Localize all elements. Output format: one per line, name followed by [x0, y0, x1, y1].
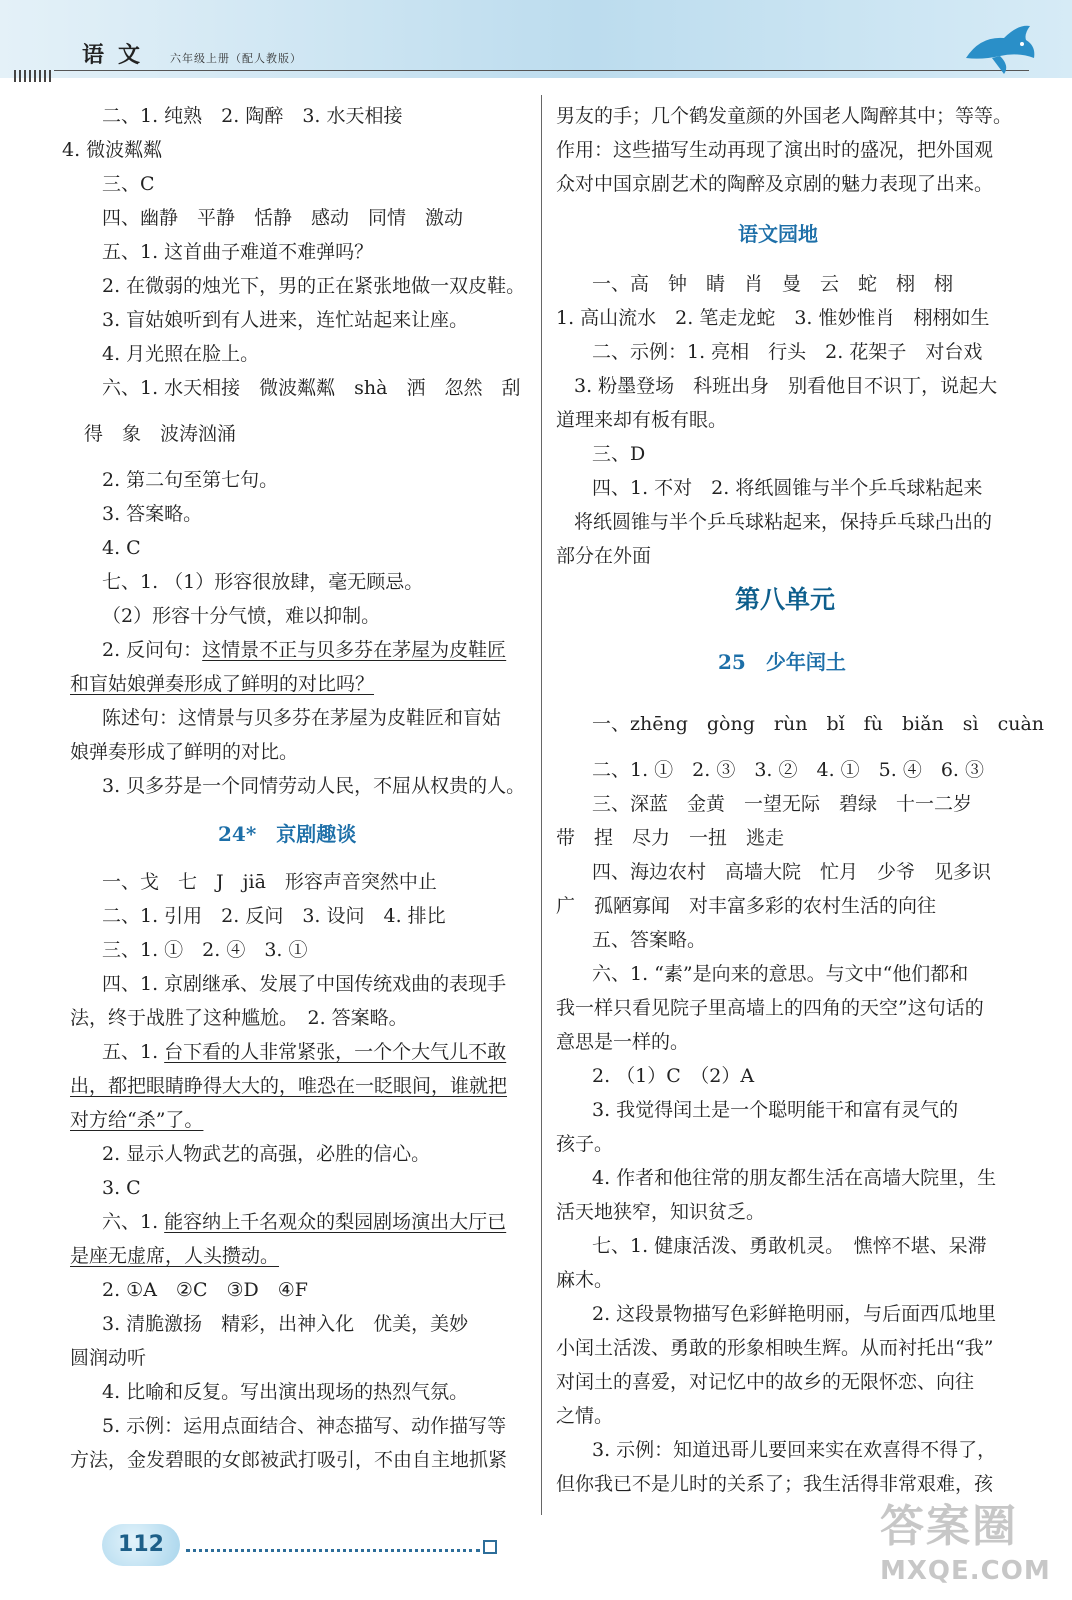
right-answer-line	[592, 440, 645, 468]
left-answer-line	[102, 1140, 430, 1168]
watermark	[880, 1500, 1055, 1595]
answer-text: 4. 作者和他往常的朋友都生活在高墙大院里，生	[592, 1167, 997, 1189]
answer-text: 二、示例：1. 亮相 行头 2. 花架子 对台戏	[592, 341, 983, 363]
answer-text: 意思是一样的。	[556, 1031, 690, 1053]
answer-text: 4. C	[102, 537, 141, 559]
answer-text: 二、1. ① 2. ③ 3. ② 4. ① 5. ④ 6. ③	[592, 759, 985, 781]
answer-text: 2. 在微弱的烛光下，男的正在紧张地做一双皮鞋。	[102, 275, 526, 297]
left-answer-line	[70, 670, 374, 698]
answer-text: 男友的手；几个鹤发童颜的外国老人陶醉其中；等等。	[556, 105, 1013, 127]
answer-text: 2. 这段景物描写色彩鲜艳明丽，与后面西瓜地里	[592, 1303, 997, 1325]
left-answer-line	[102, 970, 506, 998]
left-answer-line	[70, 1004, 408, 1032]
grade-label: 六年级上册（配人教版）	[170, 52, 302, 65]
right-answer-line	[592, 1096, 958, 1124]
unit-8-heading: 第八单元	[735, 585, 836, 614]
answer-text: 带 捏 尽力 一扭 逃走	[556, 827, 785, 849]
answer-text: 2. 显示人物武艺的高强，必胜的信心。	[102, 1143, 431, 1165]
answer-text: 3. C	[102, 1177, 141, 1199]
left-answer-line	[70, 1106, 203, 1134]
left-answer-line	[102, 238, 373, 266]
answer-text: 麻木。	[556, 1269, 614, 1291]
ruler-ticks	[14, 70, 54, 82]
answer-text: 小闰土活泼、勇敢的形象相映生辉。从而衬托出“我”	[556, 1337, 994, 1359]
right-answer-line	[592, 926, 706, 954]
answer-text: 四、海边农村 高墙大院 忙月 少爷 见多识	[592, 861, 992, 883]
right-answer-line	[592, 1232, 987, 1260]
page-header-band	[0, 0, 1072, 78]
answer-text: 五、1.	[102, 1041, 165, 1063]
right-answer-line	[556, 102, 1012, 130]
answer-text: 二、1. 引用 2. 反问 3. 设问 4. 排比	[102, 905, 446, 927]
right-answer-line	[556, 1130, 613, 1158]
right-answer-line	[556, 1028, 689, 1056]
answer-text: 五、答案略。	[592, 929, 707, 951]
answer-text: 但你我已不是儿时的关系了；我生活得非常艰难，孩	[556, 1473, 994, 1495]
answer-text: 陈述句：这情景与贝多芬在茅屋为皮鞋匠和盲姑	[102, 707, 502, 729]
answer-text: 2. 反问句：	[102, 639, 203, 661]
left-answer-line	[62, 136, 162, 164]
left-answer-line	[102, 204, 463, 232]
left-answer-line	[102, 636, 506, 664]
answer-text: 四、1. 京剧继承、发展了中国传统戏曲的表现手	[102, 973, 507, 995]
answer-text: 3. 示例：知道迅哥儿要回来实在欢喜得不得了，	[592, 1439, 997, 1461]
answer-text: （2）形容十分气愤，难以抑制。	[102, 605, 381, 627]
left-answer-line	[102, 170, 155, 198]
right-answer-line	[592, 1164, 996, 1192]
answer-text: 3. 粉墨登场 科班出身 别看他目不识丁，说起大	[574, 375, 998, 397]
left-answer-line	[102, 534, 141, 562]
column-divider	[541, 95, 542, 1515]
left-answer-line	[102, 1412, 506, 1440]
right-answer-line	[592, 474, 982, 502]
right-answer-line	[592, 710, 1044, 738]
underlined-answer: 这情景不正与贝多芬在茅屋为皮鞋匠	[202, 639, 507, 661]
answer-text: 众对中国京剧艺术的陶醉及京剧的魅力表现了出来。	[556, 173, 994, 195]
left-answer-line	[70, 738, 298, 766]
answer-text: 四、1. 不对 2. 将纸圆锥与半个乒乓球粘起来	[592, 477, 983, 499]
right-answer-line	[556, 1402, 613, 1430]
answer-text: 2. ①A ②C ③D ④F	[102, 1279, 308, 1301]
answer-text: 4. 比喻和反复。写出演出现场的热烈气氛。	[102, 1381, 469, 1403]
answer-text: 部分在外面	[556, 545, 652, 567]
left-answer-line	[102, 936, 308, 964]
underlined-answer: 能容纳上千名观众的梨园剧场演出大厅已	[164, 1211, 507, 1233]
underlined-answer: 出，都把眼睛睁得大大的，唯恐在一眨眼间，谁就把	[70, 1075, 508, 1097]
answer-text: 五、1. 这首曲子难道不难弹吗？	[102, 241, 374, 263]
left-answer-line	[102, 272, 525, 300]
answer-text: 3. 盲姑娘听到有人进来，连忙站起来让座。	[102, 309, 469, 331]
left-answer-line	[102, 1038, 506, 1066]
yuwen-yuandi-heading: 语文园地	[738, 222, 818, 246]
answer-text: 3. 答案略。	[102, 503, 203, 525]
answer-text: 三、D	[592, 443, 646, 465]
left-answer-line	[102, 602, 380, 630]
page-number: 112	[102, 1524, 180, 1566]
answer-text: 七、1. （1）形容很放肆，毫无顾忌。	[102, 571, 424, 593]
answer-text: 3. 我觉得闰土是一个聪明能干和富有灵气的	[592, 1099, 959, 1121]
answer-text: 1. 高山流水 2. 笔走龙蛇 3. 惟妙惟肖 栩栩如生	[556, 307, 990, 329]
right-answer-line	[592, 270, 953, 298]
answer-text: 六、1. 水天相接 微波粼粼 shà 洒 忽然 刮	[102, 377, 521, 399]
answer-text: 3. 贝多芬是一个同情劳动人民，不屈从权贵的人。	[102, 775, 526, 797]
underlined-answer: 对方给“杀”了。	[70, 1109, 204, 1131]
answer-text: 法，终于战胜了这种尴尬。 2. 答案略。	[70, 1007, 408, 1029]
left-answer-line	[102, 1378, 468, 1406]
answer-text: 将纸圆锥与半个乒乓球粘起来，保持乒乓球凸出的	[574, 511, 993, 533]
left-answer-line	[102, 500, 202, 528]
lesson-24-heading: 24* 京剧趣谈	[218, 822, 357, 846]
answer-text: 4. 月光照在脸上。	[102, 343, 260, 365]
left-answer-line	[102, 340, 259, 368]
right-answer-line	[592, 790, 972, 818]
answer-text: 圆润动听	[70, 1347, 147, 1369]
underlined-answer: 台下看的人非常紧张，一个个大气儿不敢	[164, 1041, 507, 1063]
answer-text: 道理来却有板有眼。	[556, 409, 728, 431]
left-answer-line	[102, 868, 437, 896]
left-answer-line	[102, 374, 520, 402]
left-answer-line	[102, 306, 468, 334]
answer-text: 方法，金发碧眼的女郎被武打吸引，不由自主地抓紧	[70, 1449, 508, 1471]
left-answer-line	[84, 420, 236, 448]
underlined-answer: 是座无虚席，人头攒动。	[70, 1245, 280, 1267]
left-answer-line	[102, 568, 423, 596]
answer-text: 七、1. 健康活泼、勇敢机灵。 憔悴不堪、呆滞	[592, 1235, 987, 1257]
answer-text: 得 象 波涛汹涌	[84, 423, 237, 445]
left-answer-line	[102, 1276, 308, 1304]
answer-text: 对闰土的喜爱，对记忆中的故乡的无限怀恋、向往	[556, 1371, 975, 1393]
answer-text: 娘弹奏形成了鲜明的对比。	[70, 741, 299, 763]
left-answer-line	[102, 102, 403, 130]
right-answer-line	[556, 1368, 974, 1396]
answer-text: 2. （1）C （2）A	[592, 1065, 755, 1087]
right-answer-line	[556, 1266, 613, 1294]
header-rule	[54, 70, 1029, 71]
left-answer-line	[70, 1344, 146, 1372]
right-answer-line	[556, 1470, 993, 1498]
answer-text: 一、zhēng gòng rùn bǐ fù biǎn sì cuàn	[592, 713, 1045, 735]
answer-text: 三、C	[102, 173, 155, 195]
right-answer-line	[592, 756, 984, 784]
right-answer-line	[556, 170, 993, 198]
right-answer-line	[574, 372, 997, 400]
answer-text: 我一样只看见院子里高墙上的四角的天空”这句话的	[556, 997, 984, 1019]
underlined-answer: 和盲姑娘弹奏形成了鲜明的对比吗？	[70, 673, 375, 695]
watermark-line-2: MXQE.COM	[880, 1556, 1051, 1586]
answer-text: 六、1. “素”是向来的意思。与文中“他们都和	[592, 963, 969, 985]
right-answer-line	[556, 994, 984, 1022]
answer-text: 活天地狭窄，知识贫乏。	[556, 1201, 766, 1223]
footer-dotted-line	[186, 1549, 480, 1552]
answer-text: 广 孤陋寡闻 对丰富多彩的农村生活的向往	[556, 895, 937, 917]
left-answer-line	[102, 1208, 506, 1236]
answer-text: 三、1. ① 2. ④ 3. ①	[102, 939, 308, 961]
right-answer-line	[556, 406, 727, 434]
left-answer-line	[70, 1072, 507, 1100]
subject-title: 语文	[82, 42, 155, 68]
answer-text: 一、高 钟 睛 肖 曼 云 蛇 栩 栩	[592, 273, 954, 295]
left-answer-line	[102, 704, 501, 732]
answer-text: 2. 第二句至第七句。	[102, 469, 279, 491]
watermark-line-1: 答案圈	[880, 1501, 1018, 1552]
answer-text: 三、深蓝 金黄 一望无际 碧绿 十一二岁	[592, 793, 973, 815]
right-answer-line	[556, 1334, 993, 1362]
left-answer-line	[102, 902, 446, 930]
answer-text: 作用：这些描写生动再现了演出时的盛况，把外国观	[556, 139, 994, 161]
left-answer-line	[70, 1446, 507, 1474]
right-answer-line	[592, 338, 982, 366]
right-answer-line	[592, 1436, 996, 1464]
lesson-25-heading: 25 少年闰土	[718, 650, 846, 674]
right-answer-line	[592, 960, 968, 988]
right-answer-line	[592, 858, 991, 886]
answer-text: 4. 微波粼粼	[62, 139, 163, 161]
answer-text: 3. 清脆激扬 精彩，出神入化 优美，美妙	[102, 1313, 469, 1335]
left-answer-line	[102, 772, 525, 800]
left-answer-line	[102, 1310, 468, 1338]
answer-text: 二、1. 纯熟 2. 陶醉 3. 水天相接	[102, 105, 403, 127]
answer-text: 之情。	[556, 1405, 614, 1427]
right-answer-line	[556, 892, 936, 920]
answer-text: 四、幽静 平静 恬静 感动 同情 激动	[102, 207, 464, 229]
right-answer-line	[592, 1062, 754, 1090]
dolphin-logo-icon	[960, 18, 1040, 78]
left-answer-line	[102, 466, 278, 494]
footer-square-icon	[483, 1540, 497, 1554]
answer-text: 六、1.	[102, 1211, 165, 1233]
answer-text: 一、戈 七 J jiā 形容声音突然中止	[102, 871, 437, 893]
right-answer-line	[556, 824, 784, 852]
right-answer-line	[574, 508, 992, 536]
right-answer-line	[556, 542, 651, 570]
left-answer-line	[102, 1174, 141, 1202]
right-answer-line	[556, 304, 990, 332]
right-answer-line	[556, 136, 993, 164]
right-answer-line	[556, 1198, 765, 1226]
left-answer-line	[70, 1242, 279, 1270]
answer-text: 5. 示例：运用点面结合、神态描写、动作描写等	[102, 1415, 507, 1437]
answer-text: 孩子。	[556, 1133, 614, 1155]
right-answer-line	[592, 1300, 996, 1328]
